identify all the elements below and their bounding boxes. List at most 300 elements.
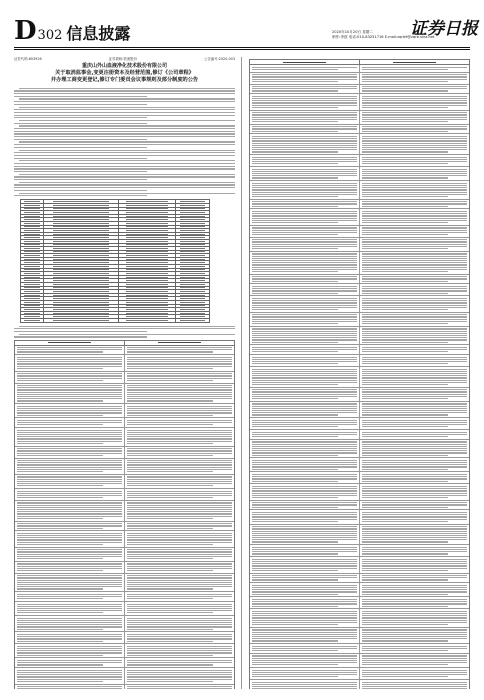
- text-line: [14, 131, 235, 132]
- text-line: [362, 478, 467, 479]
- text-line: [362, 114, 467, 115]
- text-line: [252, 227, 357, 228]
- text-line: [252, 232, 357, 233]
- text-line: [362, 359, 467, 360]
- comparison-row: [250, 134, 469, 155]
- text-line: [252, 151, 338, 152]
- text-line: [127, 392, 232, 393]
- text-line: [252, 239, 357, 240]
- text-line: [362, 335, 467, 336]
- text-line: [252, 337, 357, 338]
- text-line: [252, 389, 357, 390]
- text-line: [127, 525, 232, 526]
- text-line: [17, 392, 122, 393]
- text-line: [17, 443, 103, 444]
- text-line: [252, 436, 338, 437]
- text-line: [127, 430, 232, 431]
- text-line: [252, 271, 338, 272]
- text-line: [252, 211, 357, 212]
- comparison-row: [250, 200, 469, 210]
- text-line: [14, 179, 147, 180]
- text-line: [17, 505, 122, 506]
- text-line: [17, 373, 122, 374]
- text-line: [252, 486, 357, 487]
- text-line: [17, 588, 103, 589]
- text-line: [252, 230, 357, 231]
- text-line: [362, 189, 467, 190]
- comparison-row: [15, 668, 234, 684]
- text-line: [252, 660, 357, 661]
- comparison-box: [249, 59, 470, 689]
- text-line: [17, 556, 122, 557]
- text-line: [362, 241, 467, 242]
- text-line: [17, 420, 122, 421]
- text-line: [17, 366, 122, 367]
- announcement-title-line2: 并办理工商变更登记,修订专门委员会议事规则及部分制度的公告: [50, 76, 199, 83]
- text-line: [252, 241, 357, 242]
- text-line: [362, 455, 448, 456]
- text-line: [362, 258, 467, 259]
- text-line: [127, 389, 232, 390]
- text-line: [362, 319, 467, 320]
- text-line: [362, 140, 467, 141]
- text-line: [17, 608, 122, 609]
- text-line: [127, 400, 213, 401]
- text-line: [17, 378, 122, 379]
- text-line: [17, 415, 103, 416]
- text-line: [127, 622, 232, 623]
- text-line: [252, 328, 357, 329]
- comparison-row: [250, 73, 469, 85]
- text-line: [252, 157, 357, 158]
- text-line: [252, 589, 357, 590]
- text-line: [252, 394, 357, 395]
- text-line: [252, 183, 357, 184]
- text-line: [127, 676, 232, 677]
- text-line: [362, 369, 467, 370]
- text-line: [252, 444, 357, 445]
- text-line: [127, 636, 232, 637]
- text-line: [127, 387, 232, 388]
- text-line: [362, 646, 467, 647]
- text-line: [252, 260, 357, 261]
- text-line: [19, 326, 235, 327]
- text-line: [14, 328, 235, 329]
- text-line: [252, 446, 357, 447]
- text-line: [362, 599, 467, 600]
- text-line: [127, 511, 232, 512]
- text-line: [362, 658, 467, 659]
- text-line: [14, 139, 147, 140]
- text-line: [362, 196, 448, 197]
- text-line: [19, 174, 235, 175]
- text-line: [127, 606, 232, 607]
- text-line: [362, 79, 467, 80]
- text-line: [127, 570, 213, 571]
- text-line: [19, 141, 235, 142]
- section-letter: D: [14, 16, 37, 46]
- text-line: [17, 394, 122, 395]
- text-line: [252, 559, 357, 560]
- text-line: [362, 514, 467, 515]
- text-line: [252, 579, 338, 580]
- text-line: [362, 408, 467, 409]
- text-line: [17, 596, 122, 597]
- text-line: [362, 328, 467, 329]
- text-line: [252, 96, 357, 97]
- text-line: [17, 493, 122, 494]
- text-line: [252, 256, 357, 257]
- text-line: [14, 93, 235, 94]
- text-line: [362, 201, 467, 202]
- text-line: [252, 138, 357, 139]
- text-line: [17, 385, 122, 386]
- text-line: [362, 396, 467, 397]
- text-line: [252, 147, 357, 148]
- text-line: [14, 166, 235, 167]
- text-line: [252, 86, 357, 87]
- text-line: [362, 561, 467, 562]
- text-line: [362, 305, 467, 306]
- text-line: [252, 218, 357, 219]
- text-line: [252, 664, 338, 665]
- comparison-row: [250, 597, 469, 609]
- text-line: [362, 541, 448, 542]
- text-line: [252, 531, 357, 532]
- text-line: [362, 382, 467, 383]
- comparison-row: [250, 501, 469, 511]
- comparison-row: [250, 327, 469, 346]
- text-line: [127, 620, 232, 621]
- table-cell: [119, 318, 176, 322]
- comparison-row: [250, 167, 469, 181]
- comparison-row: [250, 284, 469, 296]
- text-line: [252, 434, 357, 435]
- text-line: [17, 648, 122, 649]
- text-line: [127, 363, 232, 364]
- comparison-row: [250, 668, 469, 680]
- text-line: [14, 109, 235, 110]
- text-line: [252, 288, 357, 289]
- text-line: [362, 531, 467, 532]
- comparison-row: [15, 602, 234, 616]
- text-line: [127, 586, 232, 587]
- announcement-body: [14, 88, 235, 689]
- text-line: [127, 443, 213, 444]
- text-line: [362, 309, 448, 310]
- text-line: [252, 549, 357, 550]
- text-line: [362, 394, 467, 395]
- text-line: [362, 262, 467, 263]
- text-line: [127, 674, 232, 675]
- text-line: [252, 276, 357, 277]
- text-line: [17, 660, 122, 661]
- text-line: [14, 184, 235, 185]
- text-line: [127, 497, 213, 498]
- text-line: [252, 577, 357, 578]
- text-line: [19, 88, 235, 89]
- text-line: [127, 577, 232, 578]
- text-line: [252, 650, 338, 651]
- text-line: [127, 375, 232, 376]
- comparison-row: [250, 557, 469, 573]
- text-line: [17, 518, 103, 519]
- text-line: [127, 471, 213, 472]
- text-line: [362, 535, 467, 536]
- text-line: [252, 624, 338, 625]
- text-line: [362, 131, 448, 132]
- text-line: [362, 76, 467, 77]
- text-line: [127, 479, 232, 480]
- text-line: [252, 396, 357, 397]
- comparison-row: [15, 658, 234, 668]
- text-line: [252, 662, 357, 663]
- text-line: [362, 424, 467, 425]
- text-line: [362, 436, 448, 437]
- masthead: [14, 16, 478, 48]
- text-line: [127, 495, 232, 496]
- text-line: [252, 632, 357, 633]
- text-line: [14, 195, 147, 196]
- text-line: [252, 112, 357, 113]
- text-line: [17, 606, 122, 607]
- text-line: [17, 681, 103, 682]
- text-line: [252, 67, 357, 68]
- text-line: [127, 629, 213, 630]
- text-line: [252, 547, 357, 548]
- text-line: [362, 650, 448, 651]
- text-line: [252, 371, 357, 372]
- text-line: [252, 493, 357, 494]
- text-line: [252, 648, 357, 649]
- text-line: [127, 626, 232, 627]
- text-line: [127, 448, 232, 449]
- text-line: [17, 410, 122, 411]
- text-line: [127, 588, 213, 589]
- comparison-row: [15, 418, 234, 428]
- text-line: [127, 575, 232, 576]
- text-line: [362, 112, 467, 113]
- comparison-row: [250, 388, 469, 402]
- text-line: [17, 380, 103, 381]
- text-line: [252, 69, 338, 70]
- text-line: [362, 617, 467, 618]
- text-line: [362, 215, 467, 216]
- text-line: [362, 391, 467, 392]
- comparison-row: [15, 644, 234, 658]
- comparison-row: [15, 489, 234, 501]
- comparison-row: [15, 531, 234, 547]
- text-line: [14, 133, 235, 134]
- text-line: [252, 213, 357, 214]
- text-line: [252, 163, 338, 164]
- text-line: [17, 570, 103, 571]
- text-line: [362, 682, 467, 683]
- text-line: [14, 152, 235, 153]
- text-line: [362, 676, 448, 677]
- text-line: [252, 90, 338, 91]
- text-line: [17, 375, 122, 376]
- text-line: [17, 434, 122, 435]
- text-line: [252, 333, 357, 334]
- comparison-row: [250, 458, 469, 472]
- text-line: [362, 585, 467, 586]
- text-line: [252, 339, 357, 340]
- text-line: [362, 384, 448, 385]
- text-line: [252, 606, 338, 607]
- comparison-row: [250, 275, 469, 285]
- comparison-row: [250, 545, 469, 557]
- comparison-row: [250, 65, 469, 73]
- text-line: [252, 140, 357, 141]
- text-line: [127, 462, 232, 463]
- text-line: [362, 361, 467, 362]
- text-line: [362, 177, 448, 178]
- text-line: [362, 307, 467, 308]
- text-line: [17, 604, 122, 605]
- text-line: [127, 596, 232, 597]
- comparison-row: [250, 430, 469, 440]
- comparison-row: [250, 609, 469, 628]
- text-line: [362, 551, 467, 552]
- text-line: [362, 624, 448, 625]
- text-line: [252, 373, 357, 374]
- text-line: [252, 452, 357, 453]
- text-line: [252, 658, 357, 659]
- text-line: [362, 660, 467, 661]
- text-line: [362, 446, 467, 447]
- text-line: [252, 551, 357, 552]
- text-line: [362, 398, 448, 399]
- text-line: [127, 558, 213, 559]
- text-line: [252, 634, 357, 635]
- text-line: [127, 422, 232, 423]
- text-line: [17, 481, 122, 482]
- text-line: [17, 450, 122, 451]
- text-line: [17, 598, 103, 599]
- comparison-row: [250, 472, 469, 484]
- company-name: 重庆山外山血液净化技术股份有限公司: [81, 63, 167, 69]
- text-line: [252, 481, 338, 482]
- announcement-meta: [14, 57, 235, 62]
- text-line: [362, 636, 467, 637]
- text-line: [362, 136, 467, 137]
- text-line: [252, 638, 357, 639]
- text-line: [19, 107, 235, 108]
- text-line: [127, 650, 232, 651]
- text-line: [362, 269, 467, 270]
- text-line: [252, 88, 357, 89]
- text-line: [17, 389, 122, 390]
- text-line: [252, 267, 357, 268]
- text-line: [362, 406, 467, 407]
- text-line: [127, 507, 232, 508]
- column-divider: [241, 57, 242, 689]
- text-line: [362, 363, 448, 364]
- text-line: [252, 194, 357, 195]
- text-line: [252, 363, 338, 364]
- text-line: [252, 603, 357, 604]
- text-line: [127, 551, 232, 552]
- text-line: [17, 469, 122, 470]
- text-line: [14, 331, 147, 332]
- text-line: [362, 634, 467, 635]
- text-line: [127, 476, 232, 477]
- text-line: [17, 622, 122, 623]
- comparison-row: [250, 525, 469, 546]
- text-line: [252, 169, 357, 170]
- text-line: [17, 646, 122, 647]
- table-cell: [21, 318, 44, 322]
- text-line: [362, 234, 448, 235]
- text-line: [17, 664, 103, 665]
- text-line: [127, 580, 232, 581]
- text-line: [17, 582, 122, 583]
- text-line: [362, 632, 467, 633]
- text-line: [362, 622, 467, 623]
- text-line: [252, 533, 357, 534]
- text-line: [252, 290, 357, 291]
- text-line: [252, 526, 357, 527]
- text-line: [127, 598, 213, 599]
- text-line: [127, 634, 232, 635]
- text-line: [252, 220, 357, 221]
- text-line: [362, 264, 467, 265]
- text-line: [252, 384, 338, 385]
- comparison-row: [250, 125, 469, 135]
- text-line: [252, 192, 357, 193]
- text-line: [252, 248, 338, 249]
- text-line: [362, 670, 467, 671]
- text-line: [252, 203, 357, 204]
- text-line: [362, 267, 467, 268]
- text-line: [362, 185, 467, 186]
- text-line: [362, 490, 467, 491]
- comparison-row: [15, 459, 234, 475]
- comparison-row: [250, 226, 469, 238]
- text-line: [362, 686, 467, 687]
- text-line: [362, 171, 467, 172]
- text-line: [252, 74, 357, 75]
- text-line: [362, 90, 448, 91]
- text-line: [362, 577, 467, 578]
- text-line: [19, 334, 235, 335]
- comparison-row: [250, 574, 469, 584]
- text-line: [127, 516, 232, 517]
- text-line: [252, 686, 357, 687]
- text-line: [17, 652, 122, 653]
- text-line: [362, 629, 467, 630]
- text-line: [252, 478, 357, 479]
- text-line: [14, 96, 147, 97]
- text-line: [362, 67, 467, 68]
- text-line: [17, 577, 122, 578]
- text-line: [252, 575, 357, 576]
- text-line: [252, 466, 357, 467]
- text-line: [362, 96, 467, 97]
- text-line: [252, 488, 357, 489]
- text-line: [252, 516, 357, 517]
- text-line: [362, 539, 467, 540]
- text-line: [17, 528, 103, 529]
- text-line: [17, 626, 122, 627]
- text-line: [17, 516, 122, 517]
- text-line: [127, 549, 232, 550]
- text-line: [127, 655, 213, 656]
- text-line: [252, 305, 357, 306]
- text-line: [362, 351, 448, 352]
- comparison-row: [250, 680, 469, 689]
